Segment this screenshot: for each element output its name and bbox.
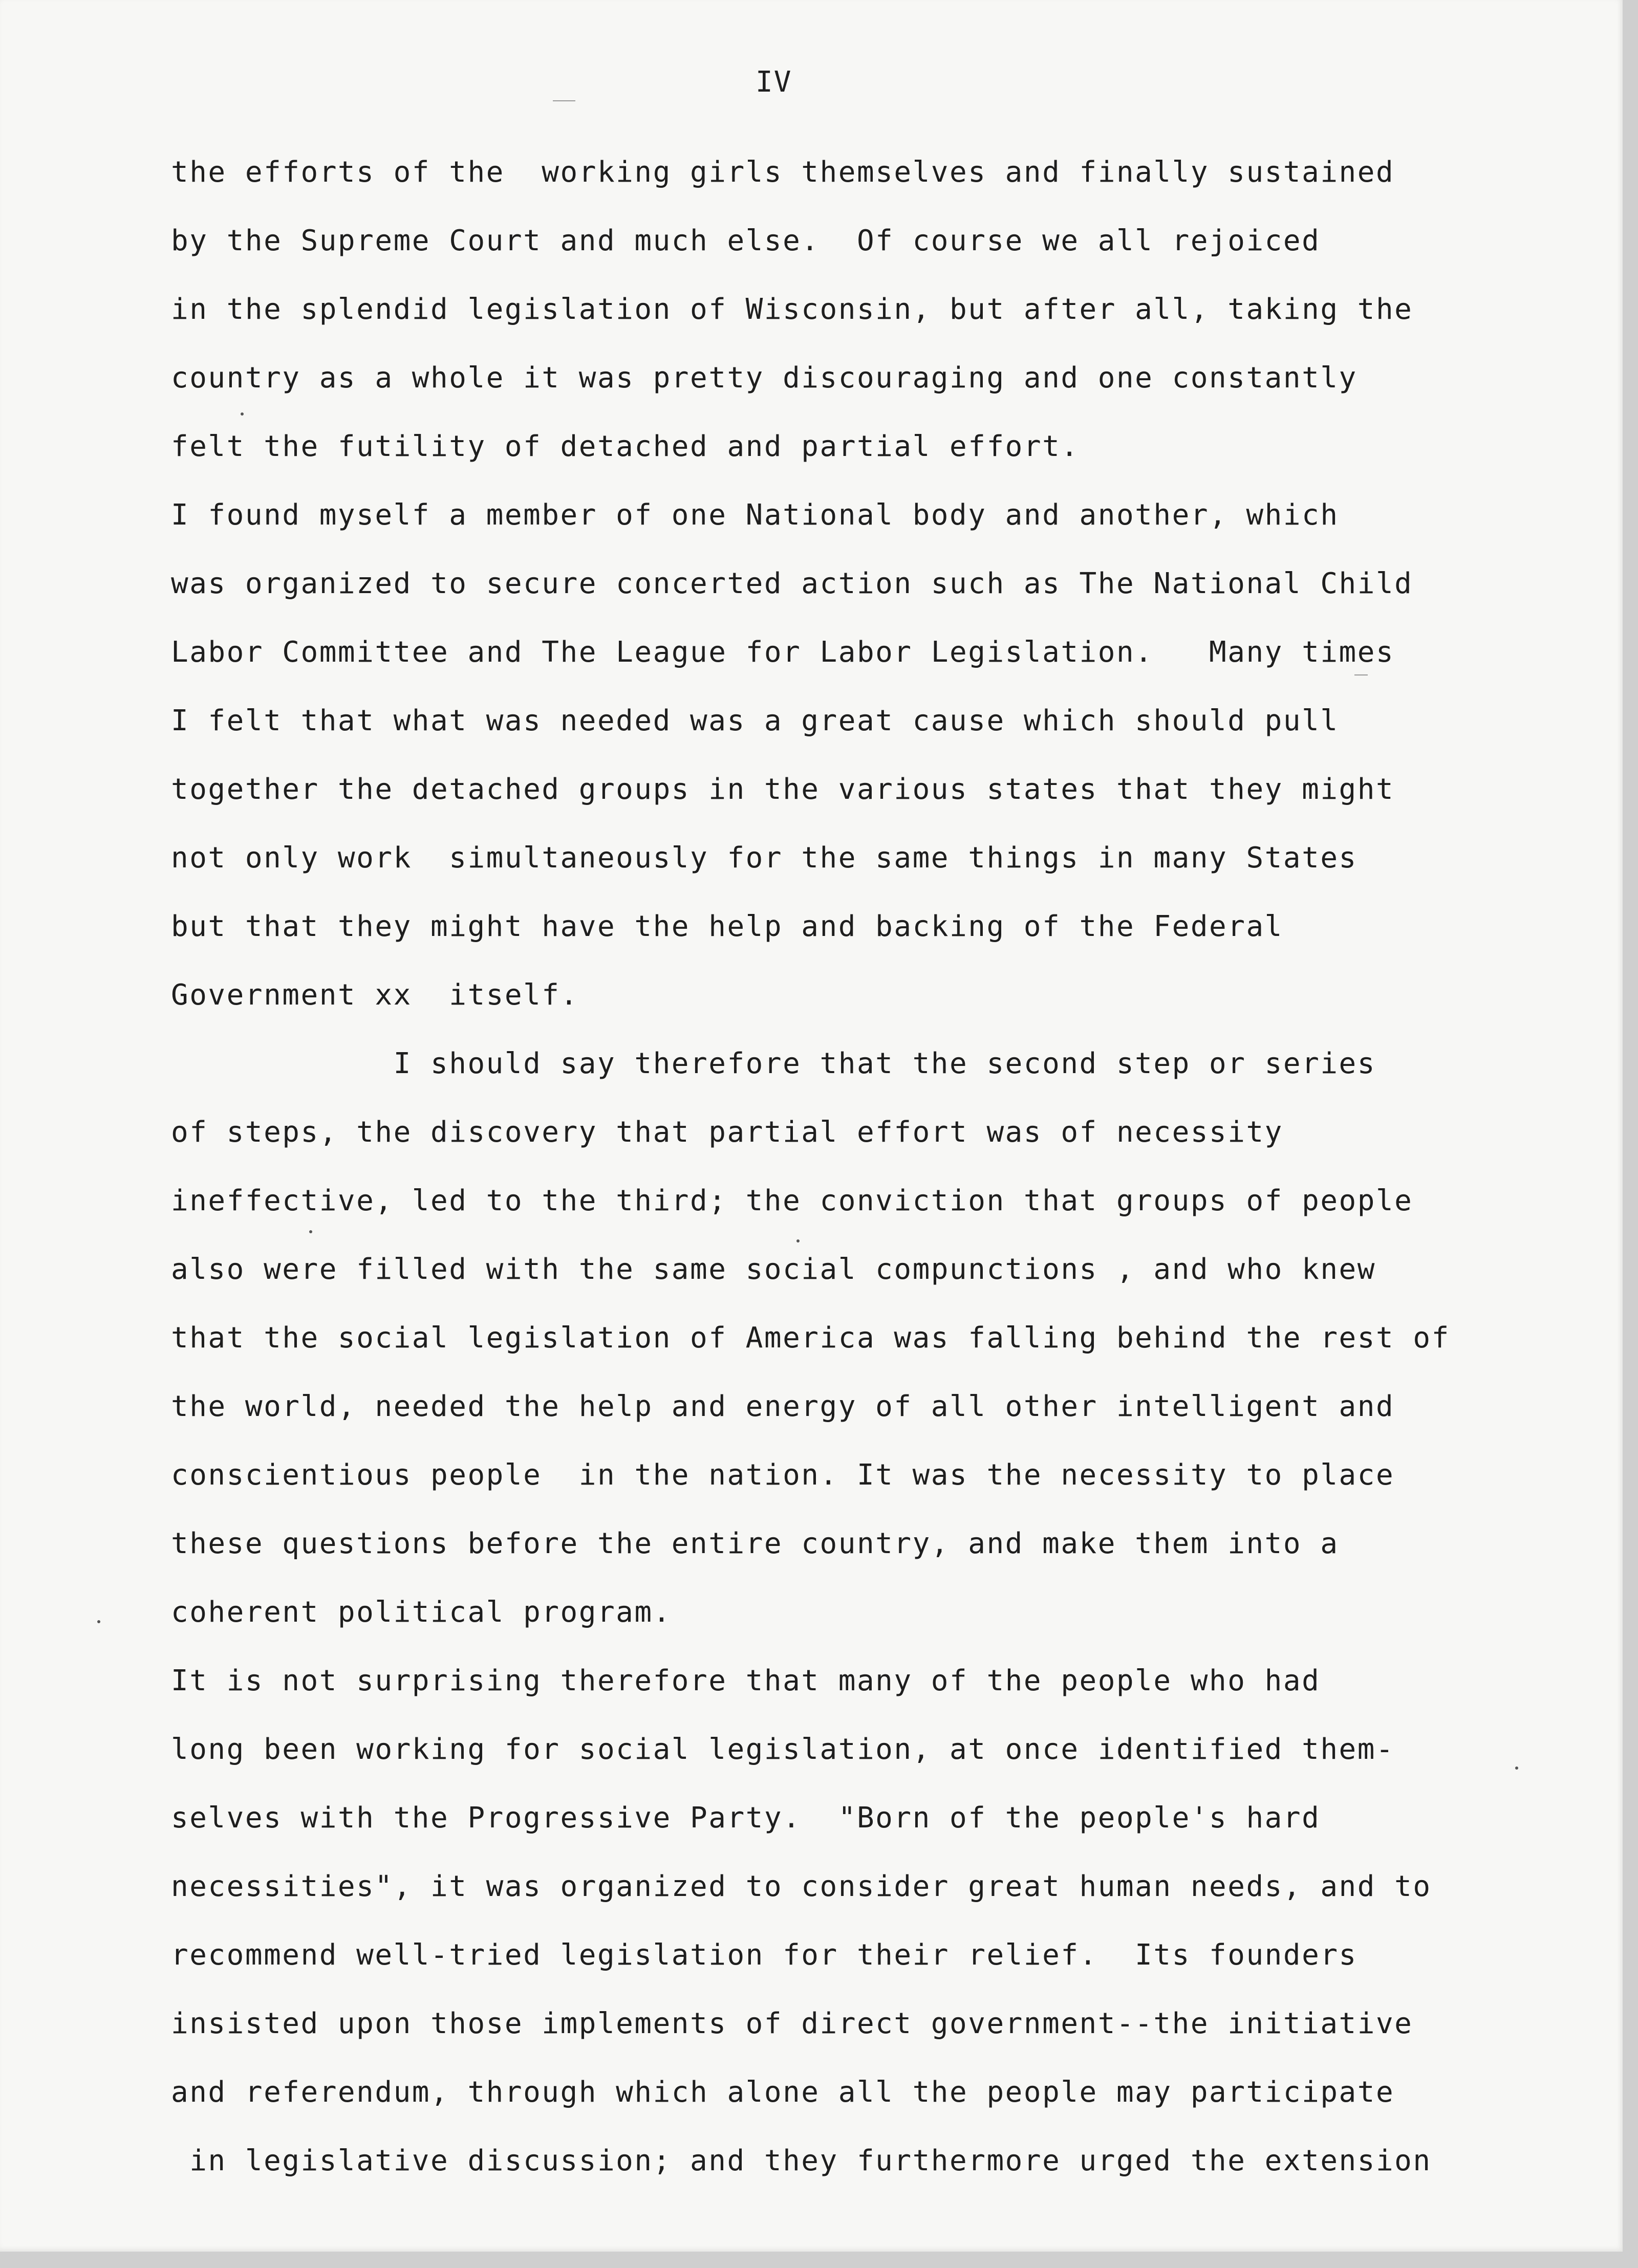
scan-speck — [241, 412, 244, 416]
scan-scratch — [1354, 674, 1368, 675]
body-text — [171, 138, 1522, 2195]
text-line: in the splendid legislation of Wisconsin, but after all, taking the — [171, 293, 1413, 326]
scan-scratch — [553, 100, 575, 101]
text-line: not only work simultaneously for the same things in many States — [171, 841, 1357, 875]
text-line: together the detached groups in the various states that they might — [171, 773, 1395, 806]
text-line: but that they might have the help and backing of the Federal — [171, 910, 1283, 943]
text-line: ineffective, led to the third; the conviction that groups of people — [171, 1184, 1413, 1217]
text-line: that the social legislation of America was falling behind the rest of — [171, 1321, 1450, 1355]
text-line: in legislative discussion; and they furthermore urged the extension — [171, 2144, 1432, 2177]
page-number: IV — [756, 66, 792, 99]
text-line: and referendum, through which alone all the people may participate — [171, 2076, 1395, 2109]
scan-speck — [97, 1620, 100, 1623]
scan-speck — [309, 1230, 312, 1233]
text-line: necessities", it was organized to consider great human needs, and to — [171, 1870, 1432, 1903]
text-line: coherent political program. — [171, 1596, 672, 1629]
text-line: country as a whole it was pretty discouraging and one constantly — [171, 361, 1357, 395]
text-line: the efforts of the working girls themselves and finally sustained — [171, 156, 1395, 189]
text-line: long been working for social legislation, at once identified them- — [171, 1733, 1395, 1766]
text-line: these questions before the entire country, and make them into a — [171, 1527, 1339, 1560]
text-line: of steps, the discovery that partial effort was of necessity — [171, 1116, 1283, 1149]
text-line: I found myself a member of one National body and another, which — [171, 498, 1339, 532]
text-line: I felt that what was needed was a great cause which should pull — [171, 704, 1339, 737]
text-line: Labor Committee and The League for Labor Legislation. Many times — [171, 636, 1395, 669]
text-line: was organized to secure concerted action such as The National Child — [171, 567, 1413, 600]
text-line: felt the futility of detached and partial effort. — [171, 430, 1080, 463]
scan-border-bottom — [0, 2252, 1638, 2268]
text-line: conscientious people in the nation. It was the necessity to place — [171, 1458, 1395, 1492]
text-line: also were filled with the same social compunctions , and who knew — [171, 1253, 1376, 1286]
text-line: recommend well-tried legislation for their relief. Its founders — [171, 1938, 1357, 1972]
text-line: I should say therefore that the second step or series — [171, 1047, 1376, 1080]
text-line: Government xx itself. — [171, 978, 579, 1012]
text-line: by the Supreme Court and much else. Of course we all rejoiced — [171, 224, 1321, 257]
scan-speck — [1515, 1767, 1518, 1770]
text-line: the world, needed the help and energy of all other intelligent and — [171, 1390, 1395, 1423]
text-line: selves with the Progressive Party. "Born of the people's hard — [171, 1801, 1321, 1835]
text-line: insisted upon those implements of direct government--the initiative — [171, 2007, 1413, 2040]
scan-border-right — [1623, 0, 1638, 2268]
text-line: It is not surprising therefore that many of the people who had — [171, 1664, 1321, 1697]
scan-speck — [796, 1239, 800, 1242]
